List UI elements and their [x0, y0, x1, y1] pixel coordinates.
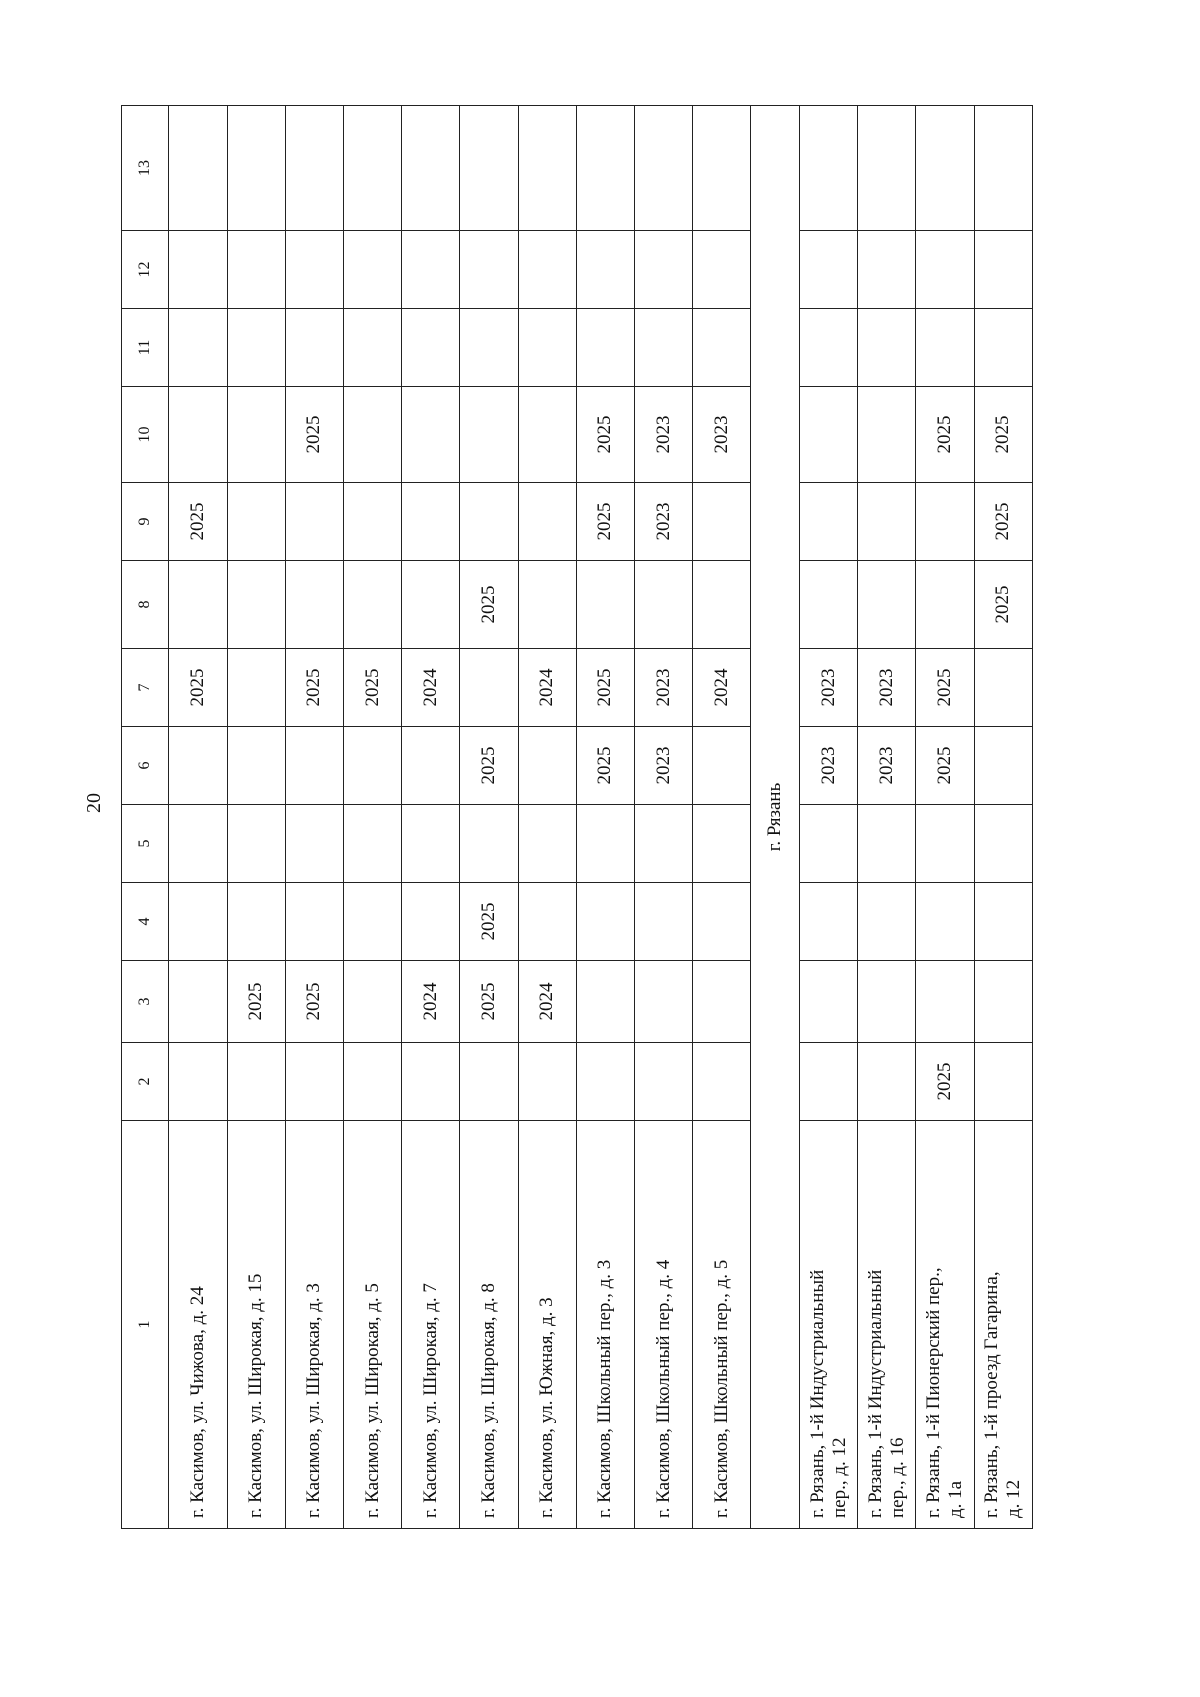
year-cell: [799, 483, 857, 561]
year-cell: [402, 309, 460, 387]
year-cell: 2025: [916, 727, 974, 805]
address-line: г. Рязань, 1-й Индустриальный: [806, 1269, 828, 1518]
address-cell: [916, 1121, 974, 1529]
year-cell: 2025: [974, 483, 1032, 561]
year-cell: [460, 805, 518, 883]
table-rotated-wrapper: [121, 106, 1033, 1529]
year-cell: [227, 309, 285, 387]
column-number-cell: 10: [122, 387, 169, 483]
year-cell: [402, 387, 460, 483]
year-cell: [858, 805, 916, 883]
year-cell: [460, 483, 518, 561]
year-cell: [402, 883, 460, 961]
year-cell: 2025: [169, 483, 227, 561]
year-cell: [344, 387, 402, 483]
year-cell: [518, 727, 576, 805]
year-cell: [285, 106, 343, 231]
address-cell: г. Касимов, Школьный пер., д. 4: [635, 1121, 693, 1529]
year-cell: 2025: [576, 483, 634, 561]
year-cell: [916, 106, 974, 231]
year-cell: [858, 883, 916, 961]
year-cell: 2024: [402, 961, 460, 1043]
year-cell: [460, 1043, 518, 1121]
year-cell: [916, 483, 974, 561]
year-cell: [974, 883, 1032, 961]
year-cell: [227, 561, 285, 649]
address-cell: г. Касимов, ул. Широкая, д. 15: [227, 1121, 285, 1529]
table-row: [576, 106, 634, 1529]
year-cell: [518, 805, 576, 883]
year-cell: [518, 883, 576, 961]
table-row: [344, 106, 402, 1529]
year-cell: 2023: [858, 649, 916, 727]
column-number-cell: 1: [122, 1121, 169, 1529]
year-cell: [344, 309, 402, 387]
year-cell: [693, 805, 751, 883]
year-cell: 2025: [576, 387, 634, 483]
year-cell: [693, 561, 751, 649]
year-cell: [576, 561, 634, 649]
year-cell: 2025: [227, 961, 285, 1043]
year-cell: [974, 961, 1032, 1043]
year-cell: 2025: [916, 1043, 974, 1121]
year-cell: [402, 1043, 460, 1121]
year-cell: 2025: [285, 649, 343, 727]
year-cell: [402, 805, 460, 883]
year-cell: 2025: [460, 561, 518, 649]
page-number: 20: [83, 793, 105, 813]
year-cell: 2023: [693, 387, 751, 483]
table-row: [169, 106, 227, 1529]
year-cell: 2025: [974, 387, 1032, 483]
year-cell: 2025: [285, 387, 343, 483]
year-cell: 2025: [916, 387, 974, 483]
address-cell: г. Касимов, Школьный пер., д. 5: [693, 1121, 751, 1529]
year-cell: [635, 231, 693, 309]
year-cell: 2025: [460, 727, 518, 805]
year-cell: [799, 309, 857, 387]
table-row: [518, 106, 576, 1529]
table-row: [916, 106, 974, 1529]
year-cell: [344, 561, 402, 649]
year-cell: [858, 961, 916, 1043]
year-cell: [693, 309, 751, 387]
year-cell: 2025: [169, 649, 227, 727]
year-cell: [799, 805, 857, 883]
year-cell: 2023: [799, 649, 857, 727]
year-cell: [460, 231, 518, 309]
year-cell: 2025: [576, 727, 634, 805]
year-cell: [169, 387, 227, 483]
year-cell: [635, 961, 693, 1043]
address-cell: г. Касимов, ул. Южная, д. 3: [518, 1121, 576, 1529]
year-cell: [285, 727, 343, 805]
year-cell: [169, 106, 227, 231]
year-cell: 2025: [460, 883, 518, 961]
year-cell: [858, 309, 916, 387]
year-cell: [169, 961, 227, 1043]
column-number-cell: 13: [122, 106, 169, 231]
table-row: [974, 106, 1032, 1529]
year-cell: [799, 106, 857, 231]
year-cell: [285, 231, 343, 309]
year-cell: [635, 1043, 693, 1121]
year-cell: [169, 1043, 227, 1121]
year-cell: [344, 805, 402, 883]
column-number-cell: 4: [122, 883, 169, 961]
year-cell: 2023: [635, 483, 693, 561]
year-cell: [974, 231, 1032, 309]
year-cell: 2025: [916, 649, 974, 727]
year-cell: [344, 106, 402, 231]
year-cell: [344, 961, 402, 1043]
year-cell: [285, 309, 343, 387]
year-cell: [693, 1043, 751, 1121]
address-line: д. 12: [1003, 1479, 1025, 1518]
column-numbers-row: [122, 106, 169, 1529]
year-cell: [576, 1043, 634, 1121]
year-cell: [227, 231, 285, 309]
year-cell: [402, 483, 460, 561]
year-cell: [344, 883, 402, 961]
year-cell: [344, 483, 402, 561]
year-cell: [402, 727, 460, 805]
year-cell: [227, 106, 285, 231]
address-line: пер., д. 16: [886, 1437, 908, 1518]
year-cell: 2025: [285, 961, 343, 1043]
address-line: пер., д. 12: [828, 1437, 850, 1518]
year-cell: [460, 387, 518, 483]
year-cell: [858, 561, 916, 649]
year-cell: [858, 231, 916, 309]
year-cell: [518, 387, 576, 483]
year-cell: [576, 961, 634, 1043]
year-cell: [518, 231, 576, 309]
year-cell: [402, 231, 460, 309]
year-cell: [402, 106, 460, 231]
year-cell: 2023: [858, 727, 916, 805]
table-row: [402, 106, 460, 1529]
address-cell: г. Касимов, ул. Широкая, д. 7: [402, 1121, 460, 1529]
year-cell: [169, 309, 227, 387]
year-cell: [635, 805, 693, 883]
address-cell: [974, 1121, 1032, 1529]
year-cell: [693, 727, 751, 805]
year-cell: [460, 106, 518, 231]
year-cell: [285, 561, 343, 649]
year-cell: [799, 387, 857, 483]
year-cell: [344, 727, 402, 805]
year-cell: [285, 805, 343, 883]
address-line: г. Рязань, 1-й Пионерский пер.,: [922, 1267, 944, 1518]
year-cell: [974, 1043, 1032, 1121]
year-cell: [518, 483, 576, 561]
year-cell: 2024: [693, 649, 751, 727]
address-cell: г. Касимов, Школьный пер., д. 3: [576, 1121, 634, 1529]
column-number-cell: 6: [122, 727, 169, 805]
year-cell: [858, 106, 916, 231]
year-cell: [693, 231, 751, 309]
year-cell: [460, 649, 518, 727]
year-cell: [974, 106, 1032, 231]
address-cell: г. Касимов, ул. Широкая, д. 8: [460, 1121, 518, 1529]
year-cell: [518, 561, 576, 649]
year-cell: [635, 309, 693, 387]
year-cell: [576, 106, 634, 231]
year-cell: [169, 883, 227, 961]
column-number-cell: 9: [122, 483, 169, 561]
year-cell: [169, 727, 227, 805]
table-row: [227, 106, 285, 1529]
year-cell: 2024: [518, 649, 576, 727]
column-number-cell: 11: [122, 309, 169, 387]
year-cell: [974, 727, 1032, 805]
table-row: [693, 106, 751, 1529]
year-cell: [518, 106, 576, 231]
year-cell: [858, 387, 916, 483]
year-cell: [916, 309, 974, 387]
table-row: [858, 106, 916, 1529]
year-cell: 2023: [799, 727, 857, 805]
table-row: [799, 106, 857, 1529]
year-cell: [916, 883, 974, 961]
year-cell: [916, 231, 974, 309]
year-cell: [799, 1043, 857, 1121]
address-cell: г. Касимов, ул. Широкая, д. 5: [344, 1121, 402, 1529]
year-cell: 2023: [635, 727, 693, 805]
address-line: д. 1а: [944, 1480, 966, 1518]
column-number-cell: 2: [122, 1043, 169, 1121]
table-row: [285, 106, 343, 1529]
year-cell: [635, 106, 693, 231]
year-cell: 2025: [576, 649, 634, 727]
year-cell: [227, 727, 285, 805]
year-cell: [576, 309, 634, 387]
year-cell: [974, 309, 1032, 387]
year-cell: [635, 561, 693, 649]
column-number-cell: 8: [122, 561, 169, 649]
year-cell: [344, 1043, 402, 1121]
year-cell: [858, 483, 916, 561]
year-cell: [799, 961, 857, 1043]
year-cell: 2025: [460, 961, 518, 1043]
column-number-cell: 3: [122, 961, 169, 1043]
column-number-cell: 7: [122, 649, 169, 727]
year-cell: [460, 309, 518, 387]
year-cell: [402, 561, 460, 649]
address-line: г. Рязань, 1-й проезд Гагарина,: [981, 1271, 1003, 1518]
address-cell: г. Касимов, ул. Широкая, д. 3: [285, 1121, 343, 1529]
year-cell: [169, 561, 227, 649]
year-cell: [518, 309, 576, 387]
year-cell: [227, 883, 285, 961]
year-cell: [799, 561, 857, 649]
year-cell: 2024: [402, 649, 460, 727]
year-cell: 2023: [635, 649, 693, 727]
year-cell: [916, 805, 974, 883]
address-cell: г. Касимов, ул. Чижова, д. 24: [169, 1121, 227, 1529]
year-cell: [693, 106, 751, 231]
year-cell: [635, 883, 693, 961]
year-cell: 2023: [635, 387, 693, 483]
table-row: [460, 106, 518, 1529]
year-cell: [169, 805, 227, 883]
year-cell: [285, 1043, 343, 1121]
address-line: г. Рязань, 1-й Индустриальный: [864, 1269, 886, 1518]
year-cell: 2024: [518, 961, 576, 1043]
year-cell: [576, 805, 634, 883]
address-cell: [799, 1121, 857, 1529]
year-cell: [227, 483, 285, 561]
year-cell: [518, 1043, 576, 1121]
column-number-cell: 12: [122, 231, 169, 309]
schedule-table: [121, 105, 1033, 1529]
year-cell: [693, 483, 751, 561]
section-title-cell: г. Рязань: [751, 106, 800, 1529]
year-cell: [227, 649, 285, 727]
year-cell: [974, 805, 1032, 883]
year-cell: [576, 231, 634, 309]
year-cell: [227, 805, 285, 883]
year-cell: [974, 649, 1032, 727]
year-cell: [916, 961, 974, 1043]
column-number-cell: 5: [122, 805, 169, 883]
section-row: [751, 106, 800, 1529]
year-cell: [227, 1043, 285, 1121]
year-cell: [693, 961, 751, 1043]
year-cell: [799, 883, 857, 961]
year-cell: [916, 561, 974, 649]
year-cell: [799, 231, 857, 309]
year-cell: [285, 883, 343, 961]
year-cell: [693, 883, 751, 961]
year-cell: [227, 387, 285, 483]
year-cell: [169, 231, 227, 309]
year-cell: [858, 1043, 916, 1121]
year-cell: 2025: [344, 649, 402, 727]
table-row: [635, 106, 693, 1529]
year-cell: [285, 483, 343, 561]
address-cell: [858, 1121, 916, 1529]
year-cell: 2025: [974, 561, 1032, 649]
year-cell: [576, 883, 634, 961]
year-cell: [344, 231, 402, 309]
